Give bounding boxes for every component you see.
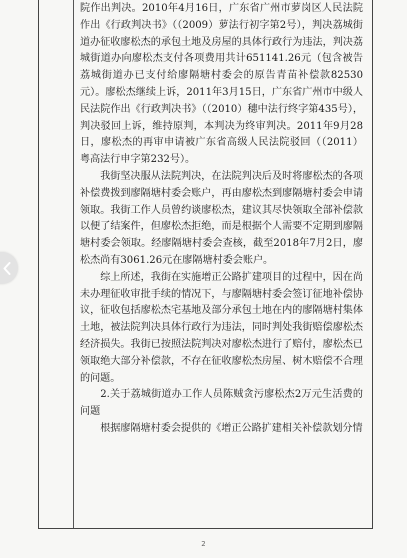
table-frame [38,0,373,529]
paragraph-continued: 院作出判决。2010年4月16日，广东省广州市萝岗区人民法院作出《行政判决书》（（2009）萝法行初字第2号），判决荔城街道办征收廖松杰的承包土地及房屋的具体行政行为违法，判决荔城街道办向廖松杰支付各项费用共计651141.26元（包含被告荔城街道办已支付给廖隔塘村委会的原告青苗补偿款82530元）。廖松杰继续上诉，2011年3月15日，广东省广州市中级人民法院作出《行政判决书》（（2010）穗中法行终字第435号），判决驳回上诉，维持原判，本判决为终审判决。2011年9月28日，廖松杰的再审申请被广东省高级人民法院驳回（（2011）粤高法行申字第232号）。 [80,3,363,166]
paragraph-compensation-transfer: 我街坚决服从法院判决，在法院判决后及时将廖松杰的各项补偿费拨到廖隔塘村委会账户，再由廖松杰到廖隔塘村委会申请领取。我街工作人员曾约谈廖松杰，建议其尽快领取全部补偿款以便了结案件，但廖松杰拒绝，而是根据个人需要不定期到廖隔塘村委会领取。经廖隔塘村委会查核，截至2018年7月2日，廖松杰尚有3061.26元在廖隔塘村委会账户。 [80,170,363,266]
section-heading: 2.关于荔城街道办工作人员陈贼贪污廖松杰2万元生活费的问题 [80,389,363,418]
chevron-left-icon [3,262,11,275]
page-number: 2 [201,540,206,548]
table-column-divider [73,0,74,528]
paragraph-next-section: 根据廖隔塘村委会提供的《增正公路扩建相关补偿款划分情 [100,422,363,434]
paragraph-summary: 综上所述，我街在实施增正公路扩建项目的过程中，因在尚未办理征收审批手续的情况下，与廖隔塘村委会签订征地补偿协议，征收包括廖松杰宅基地及部分承包土地在内的廖隔塘村集体土地，被法院判决具体行政行为违法，同时判处我街赔偿廖松杰经济损失。我街已按照法院判决对廖松杰进行了赔付，廖松杰已领取绝大部分补偿款，不存在征收廖松杰房屋、树木赔偿不合理的问题。 [80,271,363,384]
table-content-cell [80,1,363,438]
